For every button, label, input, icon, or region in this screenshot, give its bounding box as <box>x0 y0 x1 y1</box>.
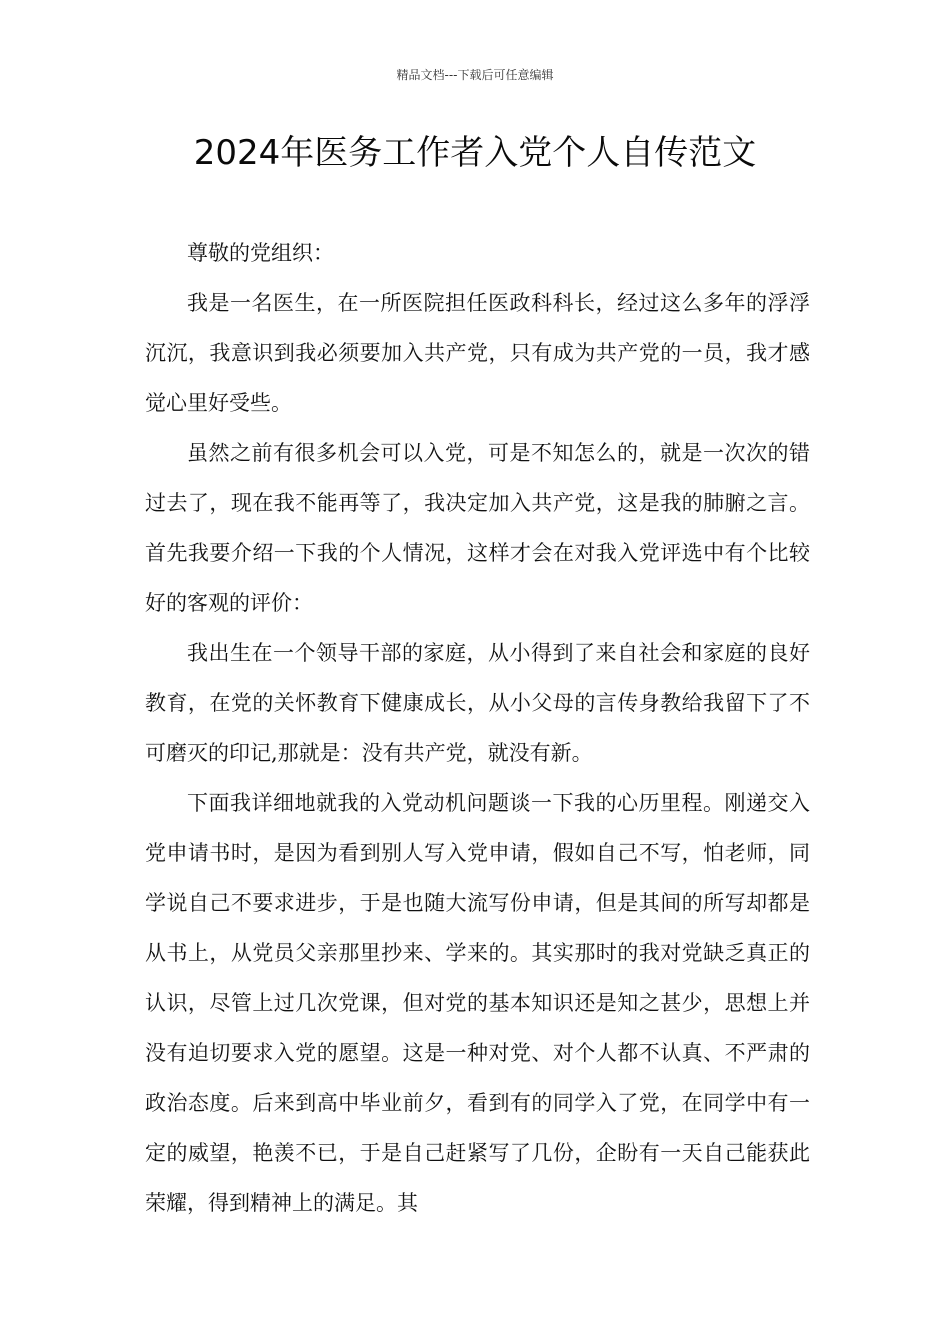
salutation: 尊敬的党组织： <box>187 241 334 265</box>
paragraph: 我是一名医生，在一所医院担任医政科科长，经过这么多年的浮浮沉沉，我意识到我必须要加入共产党，只有成为共产党的一员，我才感觉心里好受些。 <box>145 291 810 415</box>
paragraph: 我出生在一个领导干部的家庭，从小得到了来自社会和家庭的良好教育，在党的关怀教育下健康成长，从小父母的言传身教给我留下了不可磨灭的印记,那就是：没有共产党，就没有新。 <box>145 641 810 765</box>
paragraph: 虽然之前有很多机会可以入党，可是不知怎么的，就是一次次的错过去了，现在我不能再等了，我决定加入共产党，这是我的肺腑之言。首先我要介绍一下我的个人情况，这样才会在对我入党评选中有个比较好的客观的评价： <box>145 441 810 615</box>
header-note: 精品文档---下载后可任意编辑 <box>396 68 554 82</box>
document-body <box>145 228 810 1228</box>
document-title: 2024年医务工作者入党个人自传范文 <box>193 133 757 173</box>
paragraph: 下面我详细地就我的入党动机问题谈一下我的心历里程。刚递交入党申请书时，是因为看到别人写入党申请，假如自己不写，怕老师，同学说自己不要求进步，于是也随大流写份申请，但是其间的所写却都是从书上，从党员父亲那里抄来、学来的。其实那时的我对党缺乏真正的认识，尽管上过几次党课，但对党的基本知识还是知之甚少，思想上并没有迫切要求入党的愿望。这是一种对党、对个人都不认真、不严肃的政治态度。后来到高中毕业前夕，看到有的同学入了党，在同学中有一定的威望，艳羡不已，于是自己赶紧写了几份，企盼有一天自己能获此荣耀，得到精神上的满足。其 <box>145 791 810 1215</box>
